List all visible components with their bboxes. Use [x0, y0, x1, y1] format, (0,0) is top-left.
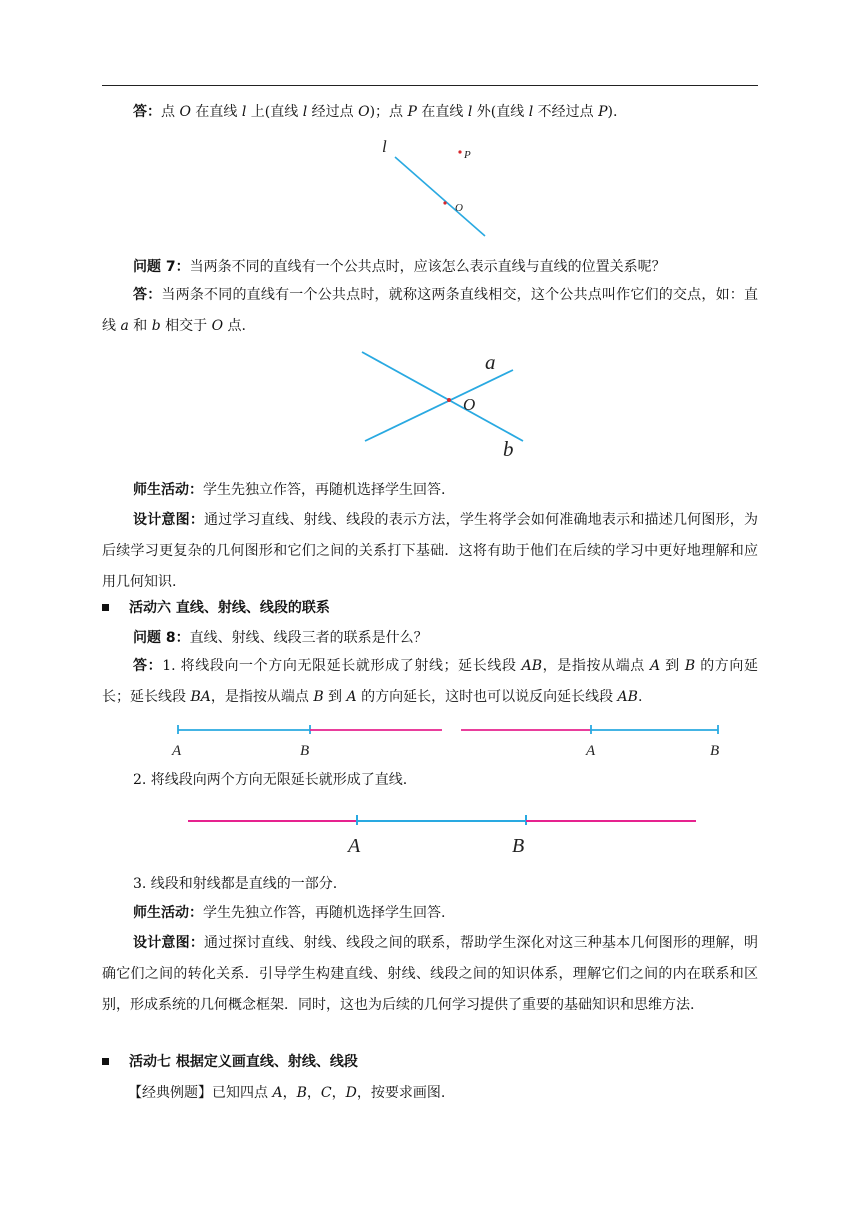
figure-line-extension: [180, 812, 710, 862]
header-rule: [102, 85, 758, 86]
label-o: O: [463, 395, 476, 414]
teacher-student-activity-2: 师生活动：学生先独立作答，再随机选择学生回答.: [133, 905, 446, 921]
line-l-label: l: [382, 137, 387, 156]
line-b: [362, 352, 523, 441]
answer-7: 答：当两条不同的直线有一个公共点时，就称这两条直线相交，这个公共点叫作它们的交点，如：直线 a 和 b 相交于 O 点.: [102, 287, 759, 334]
answer-8: 答：1. 将线段向一个方向无限延长就形成了射线；延长线段 AB，是指按从端点 A 到 B 的方向延长；延长线段 BA，是指按从端点 B 到 A 的方向延长，这时也可以说反向延长线段 AB.: [102, 658, 759, 705]
point-p-label: P: [464, 149, 471, 161]
point-o-label: O: [455, 202, 463, 214]
classic-example: 【经典例题】已知四点 A，B，C，D，按要求画图.: [128, 1085, 446, 1101]
question-8: 问题 8：直线、射线、线段三者的联系是什么？: [133, 630, 428, 646]
answer-point-line: 答：点 O 在直线 l 上(直线 l 经过点 O)；点 P 在直线 l 外(直线 l 不经过点 P).: [133, 104, 618, 120]
label-b: b: [503, 437, 514, 461]
square-bullet-icon: [102, 1058, 109, 1065]
figure-intersecting-lines: [355, 345, 535, 465]
point-p: [458, 150, 461, 153]
right-label-a: A: [586, 743, 596, 759]
design-intent-1: 设计意图：通过学习直线、射线、线段的表示方法，学生将学会如何准确地表示和描述几何图形，为后续学习更复杂的几何图形和它们之间的关系打下基础．这将有助于他们在后续的学习中更好地理解和应用几何知识.: [102, 512, 758, 590]
label-a: a: [485, 350, 496, 374]
left-label-b: B: [300, 743, 310, 759]
line-l: [395, 157, 485, 236]
design-intent-2: 设计意图：通过探讨直线、射线、线段之间的联系，帮助学生深化对这三种基本几何图形的理解，明确它们之间的转化关系．引导学生构建直线、射线、线段之间的知识体系，理解它们之间的内在联系和区别，形成系统的几何概念框架．同时，这也为后续的几何学习提供了重要的基础知识和思维方法.: [102, 935, 758, 1013]
item-2: 2. 将线段向两个方向无限延长就形成了直线.: [133, 772, 408, 788]
square-bullet-icon: [102, 604, 109, 611]
teacher-student-activity-1: 师生活动：学生先独立作答，再随机选择学生回答.: [133, 482, 446, 498]
label-b: B: [512, 835, 525, 857]
intersection-point-o: [447, 398, 451, 402]
question-7: 问题 7：当两条不同的直线有一个公共点时，应该怎么表示直线与直线的位置关系呢？: [133, 259, 666, 275]
section-6-heading: 活动六 直线、射线、线段的联系: [102, 598, 330, 618]
label-a: A: [348, 835, 361, 857]
right-label-b: B: [710, 743, 720, 759]
figure-point-line: [370, 132, 500, 242]
section-7-heading: 活动七 根据定义画直线、射线、线段: [102, 1052, 358, 1072]
item-3: 3. 线段和射线都是直线的一部分.: [133, 876, 338, 892]
left-label-a: A: [172, 743, 182, 759]
figure-ray-extensions: [170, 720, 730, 765]
point-o: [443, 201, 446, 204]
line-a: [365, 370, 513, 441]
